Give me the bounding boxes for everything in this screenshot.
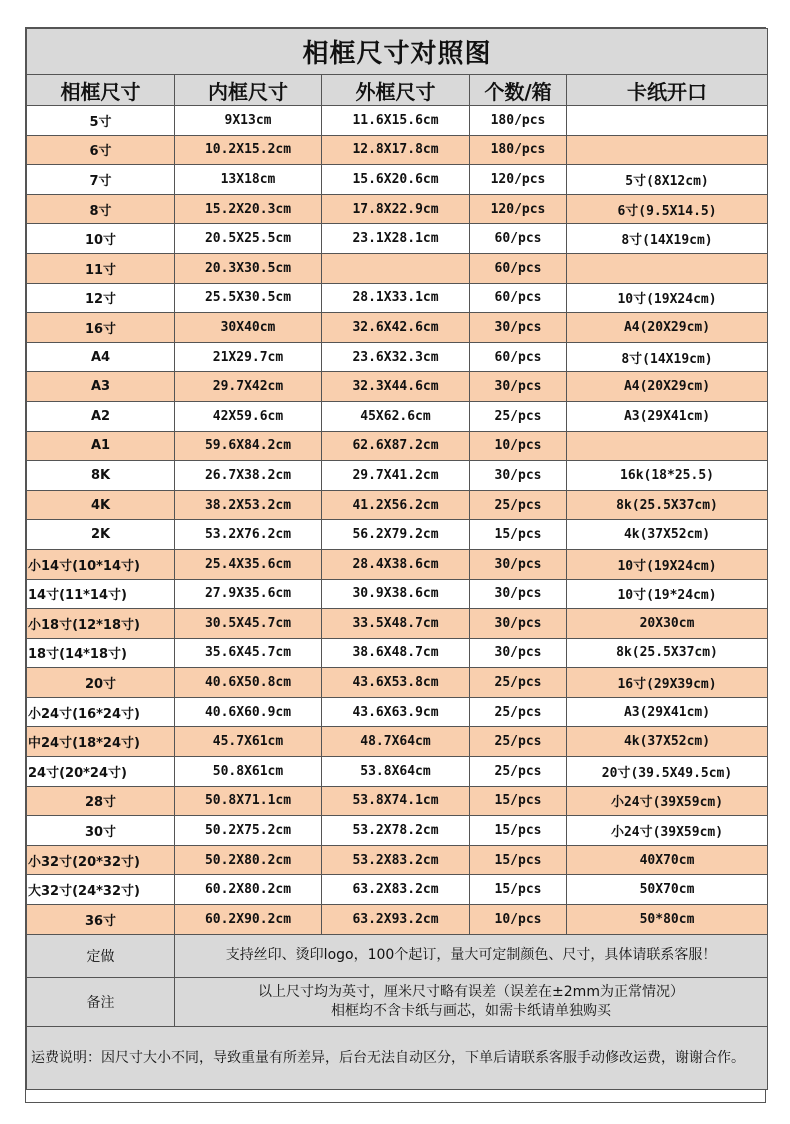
cell-outer-size: 53.8X64cm [322,757,470,787]
size-table [26,28,768,1090]
cell-frame-size: 30寸 [27,816,175,846]
custom-order-label: 定做 [27,934,175,977]
cell-qty-per-box: 60/pcs [470,224,567,254]
cell-qty-per-box: 10/pcs [470,431,567,461]
cell-frame-size: 28寸 [27,786,175,816]
cell-qty-per-box: 30/pcs [470,372,567,402]
cell-inner-size: 26.7X38.2cm [175,461,322,491]
table-row [27,135,768,165]
cell-qty-per-box: 30/pcs [470,579,567,609]
table-row [27,372,768,402]
cell-outer-size: 43.6X63.9cm [322,697,470,727]
cell-mat-opening: 20X30cm [567,609,768,639]
cell-inner-size: 40.6X50.8cm [175,668,322,698]
cell-inner-size: 10.2X15.2cm [175,135,322,165]
cell-inner-size: 25.4X35.6cm [175,549,322,579]
cell-mat-opening: 5寸(8X12cm) [567,165,768,195]
cell-inner-size: 40.6X60.9cm [175,697,322,727]
cell-mat-opening: 8k(25.5X37cm) [567,490,768,520]
cell-inner-size: 21X29.7cm [175,342,322,372]
page-title: 相框尺寸对照图 [27,29,768,75]
cell-mat-opening: 小24寸(39X59cm) [567,816,768,846]
cell-outer-size: 28.1X33.1cm [322,283,470,313]
table-row [27,401,768,431]
cell-inner-size: 9X13cm [175,106,322,136]
cell-frame-size: 4K [27,490,175,520]
table-row [27,668,768,698]
cell-outer-size: 63.2X83.2cm [322,875,470,905]
table-row [27,106,768,136]
cell-outer-size: 56.2X79.2cm [322,520,470,550]
cell-inner-size: 50.2X75.2cm [175,816,322,846]
shipping-row [27,1026,768,1089]
cell-qty-per-box: 30/pcs [470,609,567,639]
cell-inner-size: 20.5X25.5cm [175,224,322,254]
cell-frame-size: 小18寸(12*18寸) [27,609,175,639]
cell-inner-size: 38.2X53.2cm [175,490,322,520]
remark-label: 备注 [27,977,175,1026]
table-row [27,194,768,224]
cell-frame-size: 11寸 [27,253,175,283]
table-row [27,165,768,195]
cell-inner-size: 15.2X20.3cm [175,194,322,224]
cell-frame-size: 16寸 [27,313,175,343]
cell-frame-size: 6寸 [27,135,175,165]
cell-inner-size: 35.6X45.7cm [175,638,322,668]
cell-qty-per-box: 30/pcs [470,638,567,668]
cell-frame-size: 8K [27,461,175,491]
cell-frame-size: 小32寸(20*32寸) [27,845,175,875]
table-row [27,609,768,639]
table-row [27,461,768,491]
cell-outer-size: 12.8X17.8cm [322,135,470,165]
cell-frame-size: 14寸(11*14寸) [27,579,175,609]
cell-frame-size: 小14寸(10*14寸) [27,549,175,579]
cell-frame-size: 7寸 [27,165,175,195]
table-row [27,845,768,875]
cell-outer-size: 63.2X93.2cm [322,905,470,935]
table-row [27,490,768,520]
cell-outer-size: 45X62.6cm [322,401,470,431]
table-row [27,697,768,727]
cell-qty-per-box: 15/pcs [470,786,567,816]
cell-inner-size: 30.5X45.7cm [175,609,322,639]
cell-inner-size: 60.2X80.2cm [175,875,322,905]
cell-mat-opening: 20寸(39.5X49.5cm) [567,757,768,787]
table-row [27,875,768,905]
header-row [27,75,768,106]
cell-mat-opening: A3(29X41cm) [567,697,768,727]
cell-outer-size: 41.2X56.2cm [322,490,470,520]
cell-outer-size [322,253,470,283]
cell-qty-per-box: 30/pcs [470,549,567,579]
cell-outer-size: 43.6X53.8cm [322,668,470,698]
cell-qty-per-box: 25/pcs [470,727,567,757]
cell-frame-size: 8寸 [27,194,175,224]
cell-qty-per-box: 15/pcs [470,520,567,550]
cell-mat-opening: 16寸(29X39cm) [567,668,768,698]
cell-inner-size: 30X40cm [175,313,322,343]
cell-qty-per-box: 15/pcs [470,875,567,905]
cell-mat-opening: 10寸(19X24cm) [567,283,768,313]
cell-mat-opening: 8寸(14X19cm) [567,342,768,372]
table-row [27,905,768,935]
cell-outer-size: 29.7X41.2cm [322,461,470,491]
table-row [27,342,768,372]
cell-frame-size: A1 [27,431,175,461]
cell-qty-per-box: 30/pcs [470,461,567,491]
table-row [27,224,768,254]
column-header-mat-opening: 卡纸开口 [567,75,768,106]
cell-inner-size: 25.5X30.5cm [175,283,322,313]
cell-mat-opening: 40X70cm [567,845,768,875]
cell-qty-per-box: 25/pcs [470,401,567,431]
cell-outer-size: 33.5X48.7cm [322,609,470,639]
cell-mat-opening: A4(20X29cm) [567,372,768,402]
cell-qty-per-box: 25/pcs [470,668,567,698]
cell-inner-size: 60.2X90.2cm [175,905,322,935]
cell-mat-opening: 50X70cm [567,875,768,905]
cell-outer-size: 48.7X64cm [322,727,470,757]
cell-inner-size: 20.3X30.5cm [175,253,322,283]
cell-outer-size: 30.9X38.6cm [322,579,470,609]
cell-outer-size: 11.6X15.6cm [322,106,470,136]
cell-outer-size: 53.2X78.2cm [322,816,470,846]
column-header-frame-size: 相框尺寸 [27,75,175,106]
cell-frame-size: 18寸(14*18寸) [27,638,175,668]
remark-row [27,977,768,1026]
table-row [27,520,768,550]
cell-frame-size: 20寸 [27,668,175,698]
cell-outer-size: 62.6X87.2cm [322,431,470,461]
size-chart [25,27,766,1103]
custom-order-text: 支持丝印、烫印logo，100个起订，量大可定制颜色、尺寸，具体请联系客服！ [175,934,768,977]
table-row [27,727,768,757]
cell-outer-size: 28.4X38.6cm [322,549,470,579]
cell-outer-size: 32.6X42.6cm [322,313,470,343]
cell-mat-opening: 4k(37X52cm) [567,727,768,757]
cell-mat-opening: 8k(25.5X37cm) [567,638,768,668]
cell-frame-size: 10寸 [27,224,175,254]
cell-qty-per-box: 15/pcs [470,816,567,846]
cell-inner-size: 29.7X42cm [175,372,322,402]
custom-order-row [27,934,768,977]
table-row [27,549,768,579]
cell-qty-per-box: 180/pcs [470,135,567,165]
cell-frame-size: 2K [27,520,175,550]
cell-inner-size: 27.9X35.6cm [175,579,322,609]
table-row [27,638,768,668]
cell-frame-size: 大32寸(24*32寸) [27,875,175,905]
cell-mat-opening: 4k(37X52cm) [567,520,768,550]
remark-line-2: 相框均不含卡纸与画芯，如需卡纸请单独购买 [331,1002,611,1019]
cell-inner-size: 13X18cm [175,165,322,195]
column-header-qty-per-box: 个数/箱 [470,75,567,106]
cell-mat-opening: 50*80cm [567,905,768,935]
title-row [27,29,768,75]
cell-qty-per-box: 120/pcs [470,194,567,224]
cell-frame-size: 12寸 [27,283,175,313]
cell-mat-opening: 10寸(19*24cm) [567,579,768,609]
cell-mat-opening: A3(29X41cm) [567,401,768,431]
cell-outer-size: 15.6X20.6cm [322,165,470,195]
table-row [27,757,768,787]
cell-frame-size: 小24寸(16*24寸) [27,697,175,727]
cell-inner-size: 42X59.6cm [175,401,322,431]
table-row [27,786,768,816]
cell-outer-size: 38.6X48.7cm [322,638,470,668]
shipping-note: 运费说明：因尺寸大小不同，导致重量有所差异，后台无法自动区分，下单后请联系客服手动修改运费，谢谢合作。 [27,1026,768,1089]
cell-mat-opening: 6寸(9.5X14.5) [567,194,768,224]
cell-inner-size: 50.8X61cm [175,757,322,787]
cell-qty-per-box: 15/pcs [470,845,567,875]
cell-outer-size: 53.2X83.2cm [322,845,470,875]
cell-mat-opening [567,135,768,165]
table-row [27,816,768,846]
cell-outer-size: 32.3X44.6cm [322,372,470,402]
table-row [27,313,768,343]
cell-frame-size: A2 [27,401,175,431]
cell-inner-size: 50.2X80.2cm [175,845,322,875]
column-header-inner-size: 内框尺寸 [175,75,322,106]
cell-inner-size: 50.8X71.1cm [175,786,322,816]
table-row [27,579,768,609]
cell-inner-size: 59.6X84.2cm [175,431,322,461]
cell-inner-size: 53.2X76.2cm [175,520,322,550]
cell-outer-size: 23.6X32.3cm [322,342,470,372]
table-row [27,283,768,313]
cell-qty-per-box: 25/pcs [470,490,567,520]
cell-qty-per-box: 25/pcs [470,697,567,727]
cell-frame-size: A3 [27,372,175,402]
cell-outer-size: 23.1X28.1cm [322,224,470,254]
column-header-outer-size: 外框尺寸 [322,75,470,106]
table-row [27,253,768,283]
cell-qty-per-box: 180/pcs [470,106,567,136]
cell-frame-size: 中24寸(18*24寸) [27,727,175,757]
cell-qty-per-box: 120/pcs [470,165,567,195]
cell-mat-opening: 8寸(14X19cm) [567,224,768,254]
cell-qty-per-box: 60/pcs [470,253,567,283]
cell-outer-size: 53.8X74.1cm [322,786,470,816]
cell-qty-per-box: 60/pcs [470,342,567,372]
cell-mat-opening: A4(20X29cm) [567,313,768,343]
table-row [27,431,768,461]
cell-qty-per-box: 25/pcs [470,757,567,787]
cell-mat-opening [567,431,768,461]
cell-qty-per-box: 10/pcs [470,905,567,935]
cell-frame-size: A4 [27,342,175,372]
cell-mat-opening: 小24寸(39X59cm) [567,786,768,816]
cell-mat-opening [567,106,768,136]
cell-mat-opening [567,253,768,283]
cell-frame-size: 36寸 [27,905,175,935]
remark-text [175,977,768,1026]
remark-line-1: 以上尺寸均为英寸，厘米尺寸略有误差（误差在±2mm为正常情况） [258,983,684,1000]
cell-qty-per-box: 30/pcs [470,313,567,343]
cell-mat-opening: 16k(18*25.5) [567,461,768,491]
cell-frame-size: 5寸 [27,106,175,136]
cell-inner-size: 45.7X61cm [175,727,322,757]
cell-outer-size: 17.8X22.9cm [322,194,470,224]
cell-mat-opening: 10寸(19X24cm) [567,549,768,579]
cell-qty-per-box: 60/pcs [470,283,567,313]
cell-frame-size: 24寸(20*24寸) [27,757,175,787]
